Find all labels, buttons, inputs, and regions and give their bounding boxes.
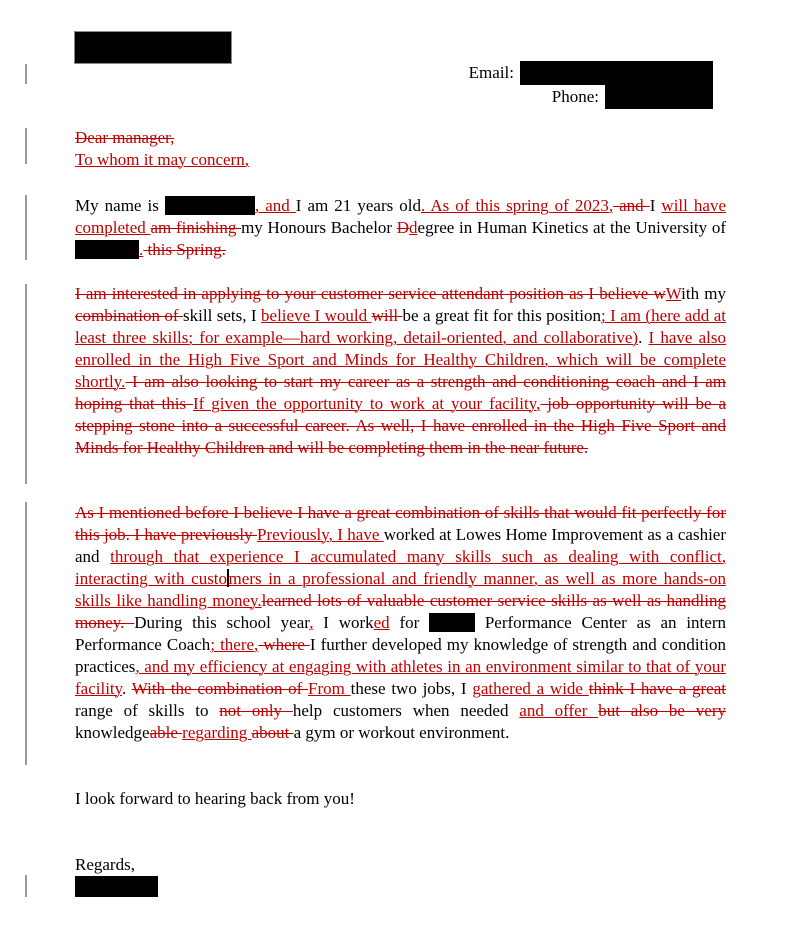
change-bar <box>25 502 27 765</box>
body-text: I further developed my knowledge of strength and condition practices <box>75 635 727 676</box>
body-text: . <box>122 679 132 698</box>
contact-block <box>469 61 713 109</box>
closing-line[interactable] <box>75 788 726 810</box>
inserted-text: d <box>409 218 418 237</box>
inserted-text: If given the opportunity to work at your facility, <box>193 394 541 413</box>
change-bar <box>25 195 27 260</box>
deleted-text: I am interested in applying to your customer service attendant position as I believe w <box>75 284 666 303</box>
change-bar <box>25 875 27 897</box>
redaction-box-phone <box>605 85 713 109</box>
deleted-text: this Spring. <box>143 240 226 259</box>
body-text: I work <box>313 613 374 632</box>
inserted-text: W <box>665 284 682 303</box>
inserted-text: From <box>308 679 351 698</box>
redaction-box <box>429 613 475 632</box>
deleted-text: am finishing <box>150 218 242 237</box>
email-label: Email: <box>468 63 514 82</box>
inserted-text: , and my efficiency at engaging with athletes in an environment similar to that of your facility <box>75 657 726 698</box>
deleted-text: but also be very <box>598 701 726 720</box>
deleted-text: With the combination of <box>131 679 309 698</box>
closing-text: I look forward to hearing back from you! <box>75 789 355 808</box>
deleted-text: D <box>396 218 410 237</box>
body-text: these two jobs, I <box>350 679 473 698</box>
body-text: . <box>638 328 649 347</box>
phone-label: Phone: <box>551 87 599 106</box>
redaction-box <box>75 240 139 259</box>
change-bar <box>25 128 27 164</box>
inserted-text: . As of this spring of 2023, <box>420 196 614 215</box>
inserted-text: , and <box>254 196 296 215</box>
body-text: I am 21 years old <box>295 196 421 215</box>
signoff-text: Regards, <box>75 855 135 874</box>
inserted-text: . <box>139 240 144 259</box>
redaction-box <box>165 196 255 215</box>
inserted-text: ; there, <box>210 635 259 654</box>
change-bar <box>25 64 27 84</box>
body-text: range of skills to <box>75 701 220 720</box>
body-text: for <box>389 613 430 632</box>
body-text: skill sets, I <box>183 306 262 325</box>
inserted-text: I have also enrolled in the High Five Sport and Minds for Healthy Children, which will be complete shortly. <box>75 328 727 391</box>
signoff-line[interactable] <box>75 854 726 876</box>
inserted-text: gathered a wide <box>472 679 589 698</box>
deleted-text: job opportunity will be a stepping stone into a successful career. As well, I have enrolled in the High Five Sport and Minds for Healthy Children and will be completing them in the near future. <box>75 394 727 457</box>
body-text: my Honours Bachelor <box>241 218 397 237</box>
body-text: help customers when needed <box>292 701 520 720</box>
body-text: egree in Human Kinetics at the University of <box>417 218 727 237</box>
inserted-text: mers in a professional and friendly manner, as well as more hands-on skills like handling money. <box>75 569 726 610</box>
deleted-text: learned lots of valuable customer service skills as well as handling money. <box>75 591 726 632</box>
body-text: a gym or workout environment. <box>293 723 510 742</box>
body-text: ith my <box>681 284 726 303</box>
body-text: knowledge <box>75 723 150 742</box>
deleted-text: and <box>613 196 650 215</box>
body-text: worked at Lowes Home Improvement as a cashier and <box>75 525 727 566</box>
deleted-text: able <box>149 723 183 742</box>
inserted-text: Previously, I have <box>256 525 384 544</box>
redaction-box-header-name <box>75 32 231 63</box>
salutation-inserted: To whom it may concern, <box>75 150 249 169</box>
deleted-text: As I mentioned before I believe I have a great combination of skills that would fit perfectly for this job. I have previously <box>75 503 726 544</box>
change-bar <box>25 284 27 484</box>
inserted-text: ; I am (here add at least three skills; for example—hard working, detail-oriented, and collaborative) <box>75 306 727 347</box>
inserted-text: will have completed <box>75 196 727 237</box>
inserted-text: , <box>309 613 314 632</box>
inserted-text: believe I would <box>261 306 372 325</box>
deleted-text: will <box>371 306 403 325</box>
body-text: My name is <box>75 196 165 215</box>
body-text: I <box>649 196 662 215</box>
inserted-text: ed <box>373 613 390 632</box>
body-text: During this school year <box>134 613 310 632</box>
deleted-text: where <box>258 635 310 654</box>
deleted-text: I am also looking to start my career as a strength and conditioning coach and I am hoping that this <box>75 372 726 413</box>
inserted-text: and offer <box>519 701 599 720</box>
paragraph-position-fit[interactable] <box>75 283 726 459</box>
body-text: be a great fit for this position <box>402 306 601 325</box>
deleted-text: about <box>251 723 294 742</box>
deleted-text: think I have a great <box>588 679 726 698</box>
inserted-text: through that experience I accumulated many skills such as dealing with conflict, interacting with custo <box>75 547 727 588</box>
salutation-deleted: Dear manager, <box>75 128 175 147</box>
paragraph-experience[interactable] <box>75 502 726 744</box>
inserted-text: regarding <box>182 723 252 742</box>
paragraph-intro[interactable] <box>75 195 726 261</box>
body-text: Performance Center as an intern Performance Coach <box>75 613 726 654</box>
redaction-box-email <box>520 61 713 85</box>
salutation[interactable] <box>75 127 726 171</box>
redaction-box-signature <box>75 876 158 897</box>
deleted-text: combination of <box>75 306 184 325</box>
deleted-text: not only <box>219 701 293 720</box>
